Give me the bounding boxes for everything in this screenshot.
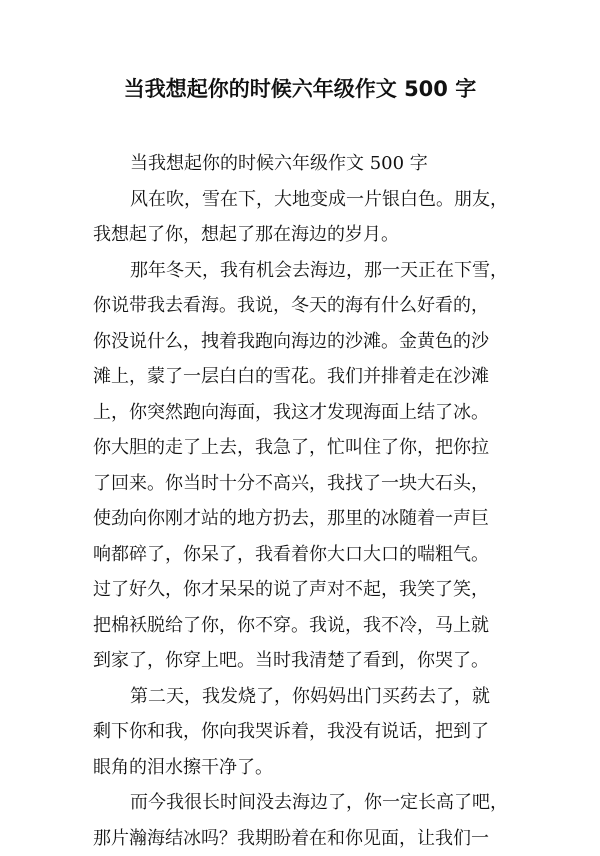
text-line: 你没说什么，拽着我跑向海边的沙滩。金黄色的沙 bbox=[93, 324, 511, 360]
text-line: 我想起了你，想起了那在海边的岁月。 bbox=[93, 217, 511, 253]
text-line: 把棉袄脱给了你，你不穿。我说，我不冷，马上就 bbox=[93, 608, 511, 644]
text-line: 你说带我去看海。我说，冬天的海有什么好看的， bbox=[93, 288, 511, 324]
article-body bbox=[93, 146, 511, 856]
text-line: 了回来。你当时十分不高兴，我找了一块大石头， bbox=[93, 466, 511, 502]
text-line: 滩上，蒙了一层白白的雪花。我们并排着走在沙滩 bbox=[93, 359, 511, 395]
text-line: 使劲向你刚才站的地方扔去，那里的冰随着一声巨 bbox=[93, 501, 511, 537]
page-title: 当我想起你的时候六年级作文 500 字 bbox=[0, 74, 600, 104]
text-line: 眼角的泪水擦干净了。 bbox=[93, 750, 511, 786]
text-line: 上，你突然跑向海面，我这才发现海面上结了冰。 bbox=[93, 395, 511, 431]
text-line: 而今我很长时间没去海边了，你一定长高了吧， bbox=[93, 785, 511, 821]
text-line: 风在吹，雪在下，大地变成一片银白色。朋友， bbox=[93, 182, 511, 218]
text-line: 第二天，我发烧了，你妈妈出门买药去了，就 bbox=[93, 679, 511, 715]
text-line: 响都碎了，你呆了，我看着你大口大口的喘粗气。 bbox=[93, 537, 511, 573]
text-line: 当我想起你的时候六年级作文 500 字 bbox=[93, 146, 511, 182]
text-line: 到家了，你穿上吧。当时我清楚了看到，你哭了。 bbox=[93, 643, 511, 679]
text-line: 过了好久，你才呆呆的说了声对不起，我笑了笑， bbox=[93, 572, 511, 608]
text-line: 那年冬天，我有机会去海边，那一天正在下雪， bbox=[93, 253, 511, 289]
text-line: 剩下你和我，你向我哭诉着，我没有说话，把到了 bbox=[93, 714, 511, 750]
text-line: 你大胆的走了上去，我急了，忙叫住了你，把你拉 bbox=[93, 430, 511, 466]
text-line: 那片瀚海结冰吗？我期盼着在和你见面，让我们一 bbox=[93, 821, 511, 856]
